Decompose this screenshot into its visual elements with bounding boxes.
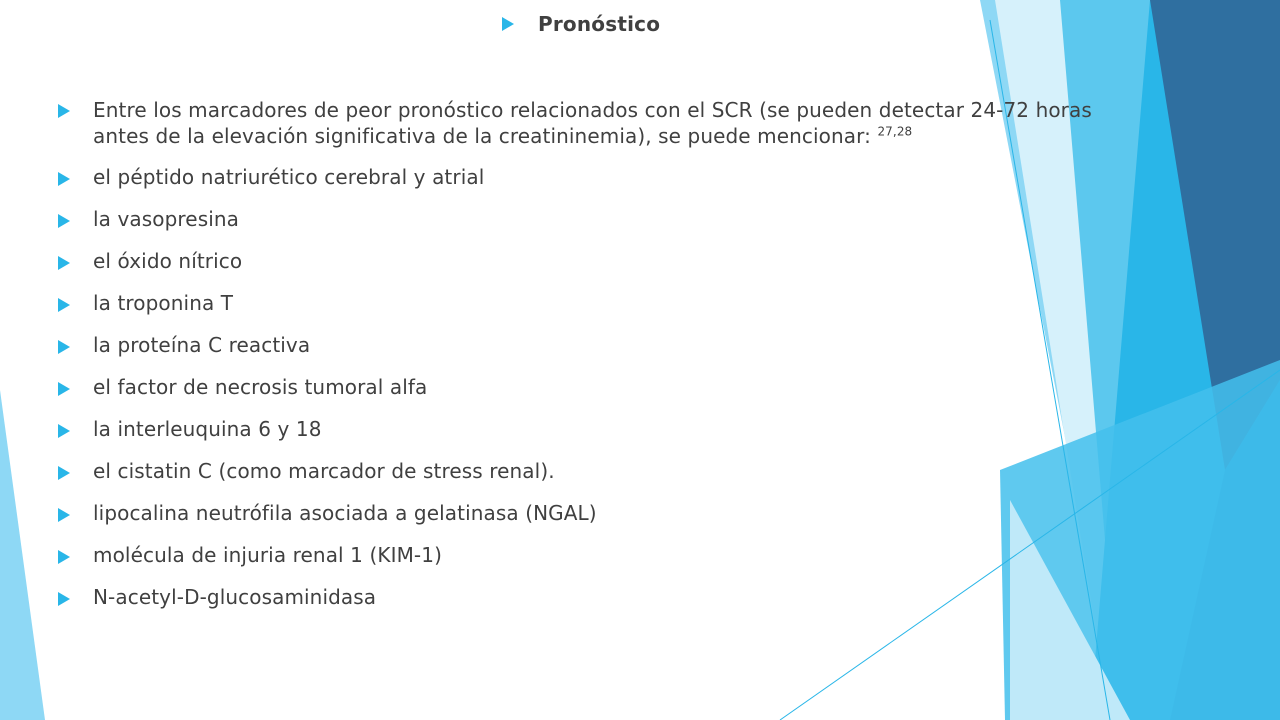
triangle-bullet-icon: [58, 172, 70, 186]
list-item-text: el factor de necrosis tumoral alfa: [93, 375, 428, 399]
list-item: [58, 501, 1098, 526]
list-item-text: lipocalina neutrófila asociada a gelatinasa (NGAL): [93, 501, 597, 525]
bullet-list: [58, 97, 1098, 627]
list-item: [58, 585, 1098, 610]
list-item: [58, 291, 1098, 316]
list-item: [58, 417, 1098, 442]
list-item: [58, 333, 1098, 358]
list-item-text: la interleuquina 6 y 18: [93, 417, 322, 441]
triangle-bullet-icon: [58, 340, 70, 354]
triangle-bullet-icon: [58, 550, 70, 564]
title-row: [502, 12, 660, 36]
list-item-text: N-acetyl-D-glucosaminidasa: [93, 585, 377, 609]
reference-superscript: 27,28: [877, 124, 913, 139]
list-item-text: la vasopresina: [93, 207, 240, 231]
list-item-text: la proteína C reactiva: [93, 333, 311, 357]
intro-text: Entre los marcadores de peor pronóstico relacionados con el SCR (se pueden detectar 24-72 horas antes de la elevación significativa de la creatininemia), se puede mencionar:: [93, 98, 1092, 148]
list-item: [58, 249, 1098, 274]
triangle-bullet-icon: [58, 424, 70, 438]
list-item-text: el cistatin C (como marcador de stress renal).: [93, 459, 555, 483]
triangle-bullet-icon: [58, 382, 70, 396]
triangle-bullet-icon: [58, 508, 70, 522]
list-item-intro: [58, 97, 1098, 149]
list-item-text: la troponina T: [93, 291, 234, 315]
triangle-bullet-icon: [58, 104, 70, 118]
list-item: [58, 459, 1098, 484]
triangle-bullet-icon: [58, 214, 70, 228]
triangle-bullet-icon: [502, 17, 514, 31]
triangle-bullet-icon: [58, 298, 70, 312]
list-item: [58, 207, 1098, 232]
left-edge-shape: [0, 390, 45, 720]
list-item-text: el óxido nítrico: [93, 249, 243, 273]
list-item-text: molécula de injuria renal 1 (KIM-1): [93, 543, 442, 567]
triangle-bullet-icon: [58, 466, 70, 480]
list-item-text: el péptido natriurético cerebral y atrial: [93, 165, 485, 189]
triangle-bullet-icon: [58, 256, 70, 270]
list-item: [58, 375, 1098, 400]
slide-title: Pronóstico: [538, 12, 661, 36]
list-item: [58, 543, 1098, 568]
list-item: [58, 165, 1098, 190]
intro-text-wrapper: [93, 97, 1098, 149]
triangle-bullet-icon: [58, 592, 70, 606]
